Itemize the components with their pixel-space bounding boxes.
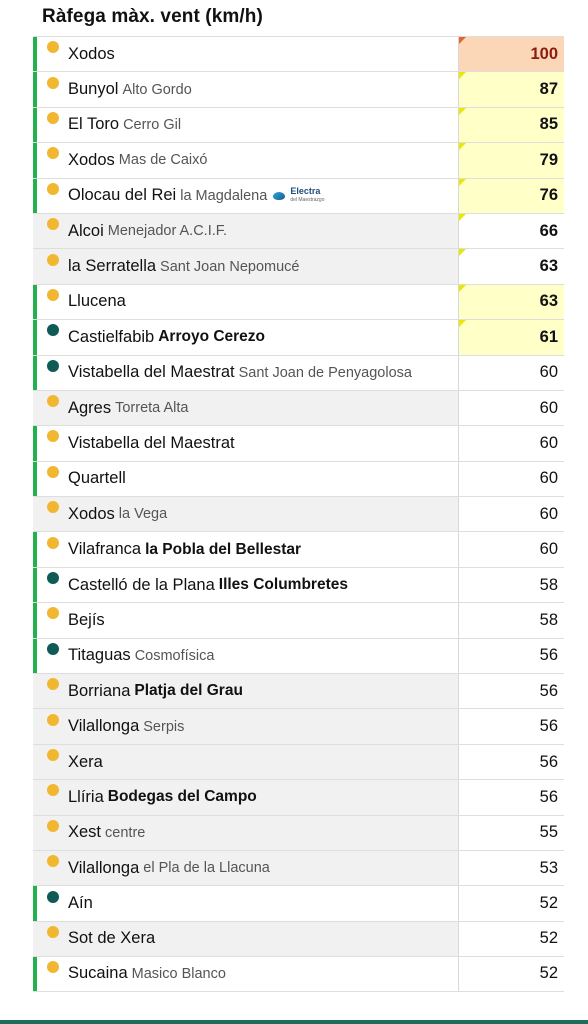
gust-value: 100 <box>459 37 564 71</box>
electra-logo-icon <box>273 190 287 202</box>
electra-badge[interactable] <box>273 187 324 205</box>
table-row[interactable] <box>33 213 564 248</box>
station-name[interactable]: Sot de Xera <box>68 929 156 948</box>
gust-value: 56 <box>459 709 564 743</box>
gust-value: 60 <box>539 540 558 559</box>
station-name[interactable]: El Toro <box>68 115 120 134</box>
table-row[interactable] <box>33 531 564 566</box>
station-subname: Bodegas del Campo <box>107 788 257 806</box>
station-cell[interactable] <box>33 462 459 496</box>
sun-dot-icon <box>47 820 59 832</box>
station-name[interactable]: Xest <box>68 823 102 842</box>
station-cell[interactable] <box>33 179 459 213</box>
station-name[interactable]: Alcoi <box>68 221 104 240</box>
table-row[interactable] <box>33 355 564 390</box>
wind-gust-table <box>33 36 564 992</box>
station-cell[interactable] <box>33 356 459 390</box>
station-subname: Cerro Gil <box>123 116 182 133</box>
table-row[interactable] <box>33 744 564 779</box>
station-name[interactable]: la Serratella <box>68 257 157 276</box>
station-name[interactable]: Vilallonga <box>68 858 140 877</box>
gust-value: 61 <box>459 320 564 354</box>
page-title: Ràfega màx. vent (km/h) <box>42 6 263 27</box>
station-cell[interactable] <box>33 249 459 283</box>
gust-value: 63 <box>459 285 564 319</box>
station-subname: Alto Gordo <box>122 81 192 98</box>
table-row[interactable] <box>33 708 564 743</box>
badge-line1: Electra <box>290 185 321 196</box>
station-subname: Mas de Caixó <box>118 152 208 169</box>
sun-dot-icon <box>47 41 59 53</box>
gust-value: 60 <box>539 433 558 452</box>
station-name[interactable]: Quartell <box>68 469 126 488</box>
gust-value: 85 <box>459 108 564 142</box>
gust-value: 55 <box>459 816 564 850</box>
teal-dot-icon <box>47 572 59 584</box>
station-cell[interactable] <box>33 37 459 71</box>
gust-value: 58 <box>539 575 558 594</box>
table-row[interactable] <box>33 921 564 956</box>
sun-dot-icon <box>47 77 59 89</box>
station-subname: Sant Joan Nepomucé <box>160 258 300 275</box>
station-subname: Serpis <box>143 718 185 735</box>
table-row[interactable] <box>33 390 564 425</box>
station-cell[interactable] <box>33 780 459 814</box>
table-row[interactable] <box>33 425 564 460</box>
station-cell[interactable] <box>33 391 459 425</box>
station-name[interactable]: Borriana <box>68 681 131 700</box>
gust-value: 60 <box>539 363 558 382</box>
gust-value: 52 <box>539 894 558 913</box>
station-cell[interactable] <box>33 568 459 602</box>
table-row[interactable] <box>33 779 564 814</box>
table-row[interactable] <box>33 673 564 708</box>
station-name[interactable]: Vistabella del Maestrat <box>68 433 235 452</box>
station-cell[interactable] <box>33 816 459 850</box>
station-name[interactable]: Vilafranca <box>68 540 142 559</box>
sun-dot-icon <box>47 749 59 761</box>
teal-dot-icon <box>47 891 59 903</box>
sun-dot-icon <box>47 784 59 796</box>
sun-dot-icon <box>47 714 59 726</box>
teal-dot-icon <box>47 360 59 372</box>
station-name[interactable]: Xodos <box>68 150 115 169</box>
station-name[interactable]: Xodos <box>68 504 115 523</box>
station-subname: Masico Blanco <box>131 965 226 982</box>
station-cell[interactable] <box>33 426 459 460</box>
gust-value: 60 <box>539 469 558 488</box>
gust-value: 56 <box>539 646 558 665</box>
station-cell[interactable] <box>33 709 459 743</box>
station-name[interactable]: Xodos <box>68 44 115 63</box>
sun-dot-icon <box>47 289 59 301</box>
station-name[interactable]: Castielfabib <box>68 327 155 346</box>
gust-value: 76 <box>459 179 564 213</box>
table-row[interactable] <box>33 602 564 637</box>
sun-dot-icon <box>47 183 59 195</box>
table-row[interactable] <box>33 815 564 850</box>
gust-value: 58 <box>539 610 558 629</box>
badge-line2: del Maestrazgo <box>290 196 325 203</box>
station-subname: la Magdalena <box>180 187 268 204</box>
station-cell[interactable] <box>33 320 459 354</box>
station-subname: Illes Columbretes <box>218 576 348 594</box>
station-name[interactable]: Vilallonga <box>68 717 140 736</box>
table-row[interactable] <box>33 178 564 213</box>
table-row[interactable] <box>33 36 564 71</box>
table-row[interactable] <box>33 496 564 531</box>
table-row[interactable] <box>33 461 564 496</box>
gust-value: 66 <box>459 214 564 248</box>
sun-dot-icon <box>47 961 59 973</box>
station-name[interactable]: Llucena <box>68 292 126 311</box>
station-subname: Sant Joan de Penyagolosa <box>238 364 412 381</box>
sun-dot-icon <box>47 112 59 124</box>
table-row[interactable] <box>33 885 564 920</box>
table-row[interactable] <box>33 107 564 142</box>
station-name[interactable]: Llíria <box>68 787 104 806</box>
sun-dot-icon <box>47 147 59 159</box>
station-cell[interactable] <box>33 214 459 248</box>
station-subname: Cosmofísica <box>134 647 215 664</box>
table-row[interactable] <box>33 319 564 354</box>
station-cell[interactable] <box>33 72 459 106</box>
station-subname: Torreta Alta <box>115 400 189 417</box>
station-name[interactable]: Vistabella del Maestrat <box>68 363 235 382</box>
gust-value: 56 <box>459 674 564 708</box>
station-name[interactable]: Titaguas <box>68 646 131 665</box>
gust-value: 60 <box>459 391 564 425</box>
station-name[interactable]: Castelló de la Plana <box>68 575 215 594</box>
station-subname: centre <box>105 824 146 841</box>
station-name[interactable]: Bejís <box>68 610 105 629</box>
station-subname: Arroyo Cerezo <box>158 328 266 346</box>
station-cell[interactable] <box>33 285 459 319</box>
station-cell[interactable] <box>33 639 459 673</box>
station-cell[interactable] <box>33 143 459 177</box>
table-row[interactable] <box>33 142 564 177</box>
sun-dot-icon <box>47 218 59 230</box>
bottom-bar <box>0 1020 588 1024</box>
station-cell[interactable] <box>33 532 459 566</box>
gust-value: 56 <box>459 780 564 814</box>
station-cell[interactable] <box>33 851 459 885</box>
gust-value: 53 <box>459 851 564 885</box>
gust-value: 52 <box>539 964 558 983</box>
station-name[interactable]: Bunyol <box>68 80 119 99</box>
station-name[interactable]: Sucaina <box>68 964 128 983</box>
station-cell[interactable] <box>33 957 459 990</box>
station-cell[interactable] <box>33 886 459 920</box>
table-row[interactable] <box>33 71 564 106</box>
station-subname: el Pla de la Llacuna <box>143 860 270 877</box>
teal-dot-icon <box>47 324 59 336</box>
station-subname: la Vega <box>118 506 168 523</box>
sun-dot-icon <box>47 501 59 513</box>
sun-dot-icon <box>47 537 59 549</box>
station-name[interactable]: Agres <box>68 398 112 417</box>
table-row[interactable] <box>33 850 564 885</box>
station-name[interactable]: Xera <box>68 752 103 771</box>
station-name[interactable]: Aín <box>68 894 93 913</box>
sun-dot-icon <box>47 607 59 619</box>
gust-value: 52 <box>459 922 564 956</box>
table-row[interactable] <box>33 284 564 319</box>
sun-dot-icon <box>47 466 59 478</box>
station-cell[interactable] <box>33 922 459 956</box>
gust-value: 63 <box>459 249 564 283</box>
gust-value: 87 <box>459 72 564 106</box>
sun-dot-icon <box>47 254 59 266</box>
gust-value: 79 <box>459 143 564 177</box>
station-cell[interactable] <box>33 108 459 142</box>
table-row[interactable] <box>33 567 564 602</box>
table-row[interactable] <box>33 956 564 991</box>
station-subname: Platja del Grau <box>134 682 243 700</box>
station-cell[interactable] <box>33 603 459 637</box>
sun-dot-icon <box>47 678 59 690</box>
station-cell[interactable] <box>33 745 459 779</box>
sun-dot-icon <box>47 430 59 442</box>
gust-value: 60 <box>459 497 564 531</box>
station-subname: la Pobla del Bellestar <box>145 540 302 558</box>
table-row[interactable] <box>33 638 564 673</box>
table-row[interactable] <box>33 248 564 283</box>
station-name[interactable]: Olocau del Rei <box>68 186 177 205</box>
sun-dot-icon <box>47 926 59 938</box>
teal-dot-icon <box>47 643 59 655</box>
station-cell[interactable] <box>33 674 459 708</box>
sun-dot-icon <box>47 855 59 867</box>
sun-dot-icon <box>47 395 59 407</box>
station-cell[interactable] <box>33 497 459 531</box>
station-subname: Menejador A.C.I.F. <box>107 223 228 240</box>
gust-value: 56 <box>459 745 564 779</box>
